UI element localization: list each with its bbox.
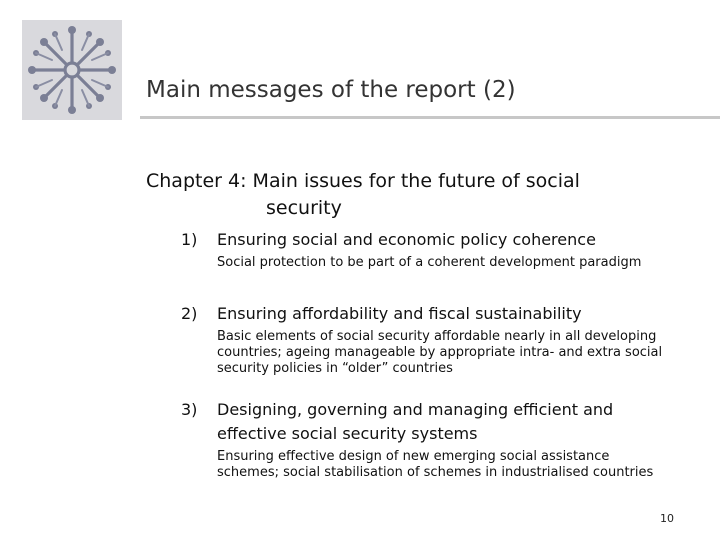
item-number: 3) (181, 400, 198, 419)
item-number: 2) (181, 304, 198, 323)
chapter-prefix: Chapter 4: (146, 170, 247, 192)
slide-title: Main messages of the report (2) (146, 77, 516, 103)
chapter-title-line1: Main issues for the future of social (252, 170, 580, 192)
chapter-title-line2: security (266, 197, 342, 219)
item-number: 1) (181, 230, 198, 249)
list-item-3 (181, 398, 681, 481)
logo-icon (22, 20, 122, 120)
item-detail: Social protection to be part of a coherent development paradigm (217, 255, 642, 270)
chapter-heading (146, 168, 580, 222)
item-detail: Ensuring effective design of new emerging social assistance schemes; social stabilisation of schemes in industrialised countries (217, 449, 654, 480)
item-heading: Ensuring affordability and fiscal sustainability (217, 304, 582, 323)
item-heading: Designing, governing and managing efficient and effective social security systems (217, 400, 614, 443)
item-heading: Ensuring social and economic policy coherence (217, 230, 596, 249)
page-number: 10 (660, 512, 674, 525)
item-detail: Basic elements of social security affordable nearly in all developing countries; ageing manageable by appropriate intra- and extra social security policies in “older” countries (217, 329, 663, 376)
logo-graphic (22, 20, 122, 120)
list-item-1 (181, 228, 681, 271)
list-item-2 (181, 302, 681, 377)
title-divider (140, 116, 720, 119)
